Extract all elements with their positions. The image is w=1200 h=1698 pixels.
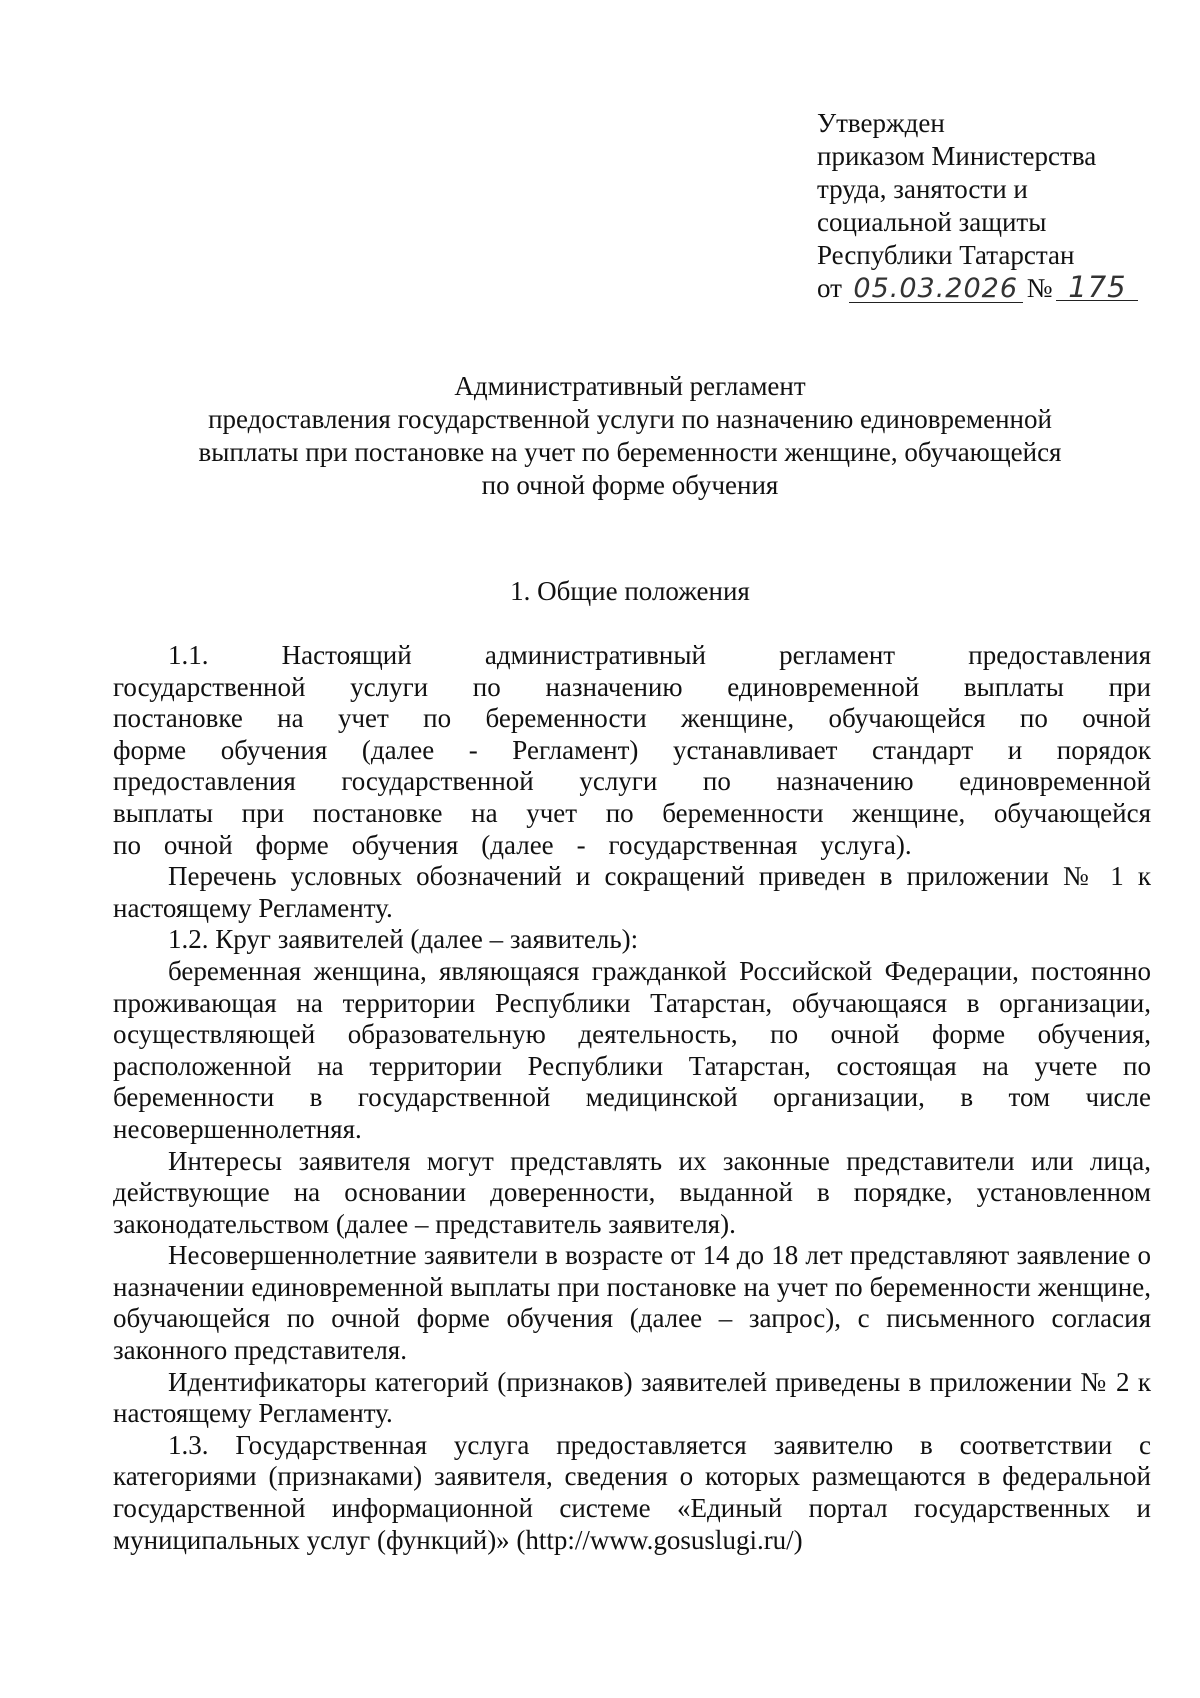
title-line: выплаты при постановке на учет по беременности женщине, обучающейся [198, 437, 1062, 467]
title-line: по очной форме обучения [481, 470, 779, 500]
paragraph-1-1: 1.1. Настоящий административный регламент предоставления государственной услуги по назначению единовременной выплаты при постановке на учет по беременности женщине, обучающейся по очной форме обучения (далее - Регламент) устанавливает стандарт и порядок предоставления государственной услуги по назначению единовременной выплаты при постановке на учет по беременности женщине, обучающейся по очной форме обучения (далее - государственная услуга). [113, 640, 1151, 860]
approval-stamp-block [817, 107, 1177, 305]
paragraph-applicants: беременная женщина, являющаяся гражданкой Российской Федерации, постоянно проживающая на территории Республики Татарстан, обучающаяся в организации, осуществляющей образовательную деятельность, по очной форме обучения, расположенной на территории Республики Татарстан, состоящая на учете по беременности в государственной медицинской организации, в том числе несовершеннолетняя. [113, 955, 1151, 1144]
approval-line: труда, занятости и [817, 174, 1028, 204]
paragraph-1-3: 1.3. Государственная услуга предоставляется заявителю в соответствии с категориями (признаками) заявителя, сведения о которых размещаются в федеральной государственной информационной системе «Единый портал государственных и муниципальных услуг (функций)» (http://www.gosuslugi.ru/) [113, 1429, 1151, 1555]
paragraph-minors: Несовершеннолетние заявители в возрасте от 14 до 18 лет представляют заявление о назначении единовременной выплаты при постановке на учет по беременности женщине, обучающейся по очной форме обучения (далее – запрос), с письменного согласия законного представителя. [113, 1240, 1151, 1366]
approval-line: социальной защиты [817, 207, 1047, 237]
number-sign: № [1026, 273, 1053, 303]
document-body [113, 640, 1151, 1556]
title-line: Административный регламент [454, 371, 806, 401]
handwritten-date: 05.03.2026 [849, 276, 1023, 303]
approval-line: Республики Татарстан [817, 240, 1075, 270]
date-prefix: от [817, 273, 842, 303]
approval-line: Утвержден [817, 108, 945, 138]
document-title [150, 370, 1110, 502]
title-line: предоставления государственной услуги по назначению единовременной [208, 404, 1052, 434]
section-heading: 1. Общие положения [510, 576, 750, 606]
approval-date-line [817, 272, 1177, 305]
paragraph-abbreviations: Перечень условных обозначений и сокращений приведен в приложении № 1 к настоящему Регламенту. [113, 861, 1151, 923]
paragraph-identifiers: Идентификаторы категорий (признаков) заявителей приведены в приложении № 2 к настоящему Регламенту. [113, 1366, 1151, 1429]
paragraph-1-2: 1.2. Круг заявителей (далее – заявитель): [168, 924, 639, 955]
approval-line: приказом Министерства [817, 141, 1097, 171]
handwritten-number: 175 [1056, 274, 1138, 301]
paragraph-representatives: Интересы заявителя могут представлять их законные представители или лица, действующие на основании доверенности, выданной в порядке, установленном законодательством (далее – представитель заявителя). [113, 1145, 1151, 1239]
